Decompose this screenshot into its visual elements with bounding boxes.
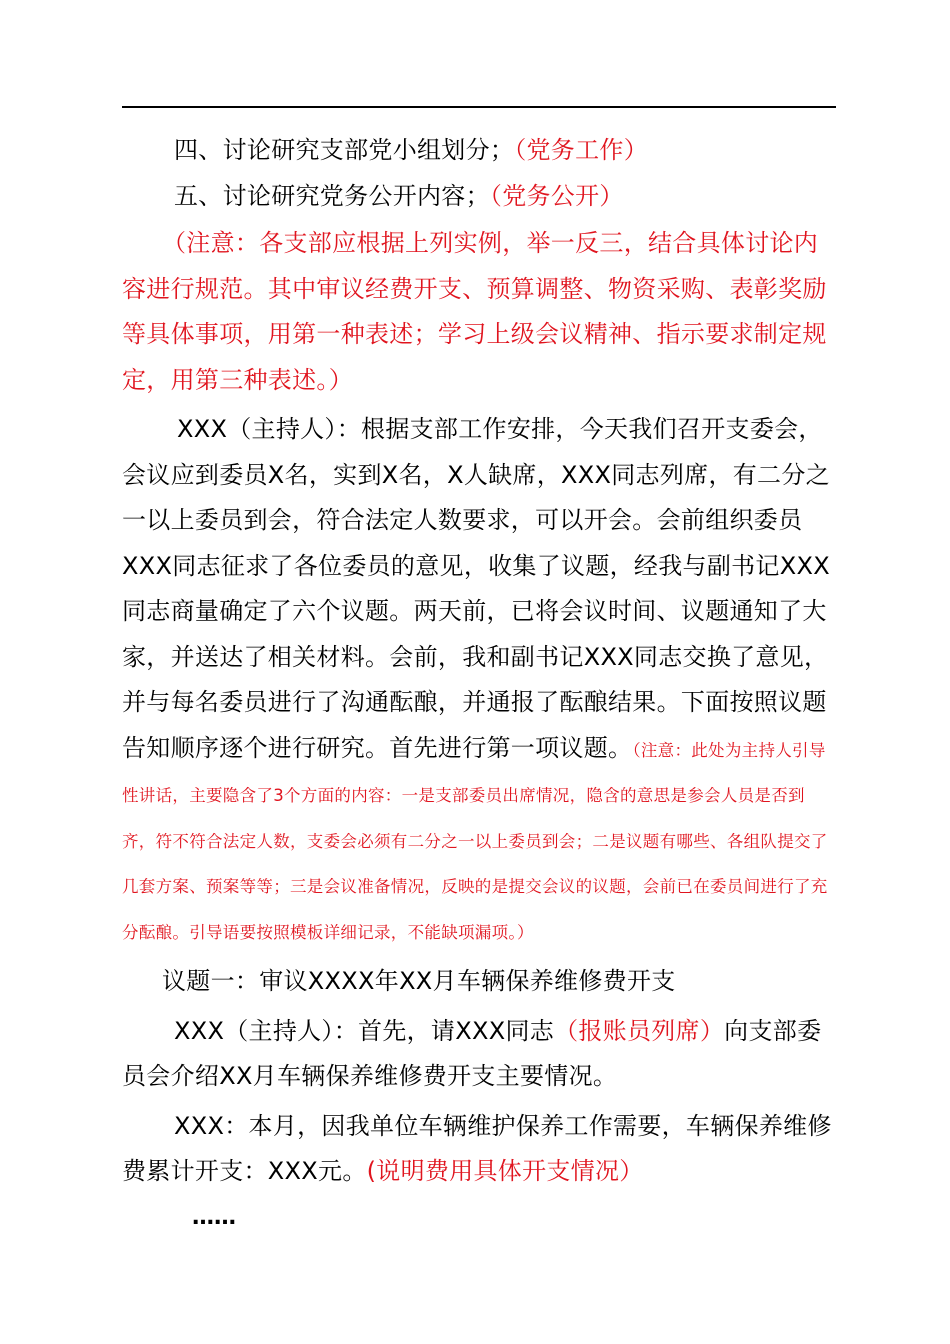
agenda-item-four — [122, 128, 838, 174]
topic-one-intro-tag: （报账员列席） — [554, 1016, 725, 1045]
ellipsis: …… — [192, 1204, 236, 1230]
agenda-item-four-text: 四、讨论研究支部党小组划分； — [174, 136, 515, 164]
agenda-item-five-tag: （党务公开） — [489, 181, 624, 210]
document-body — [122, 128, 838, 1230]
topic-one-title: 议题一：审议XXXX年XX月车辆保养维修费开支 — [162, 967, 676, 995]
topic-one-report-tag: (说明费用具体开支情况） — [366, 1157, 644, 1185]
topic-one-report — [122, 1104, 838, 1195]
host-speech-note: （注意：此处为主持人引导性讲话，主要隐含了3个方面的内容：一是支部委员出席情况，隐含的意思是参会人员是否到齐，符不符合法定人数，支委会必须有二分之一以上委员到会；二是议题有哪些、各组队提交了几套方案、预案等等；三是会议准备情况，反映的是提交会议的议题，会前已在委员间进行了充分酝酿。引导语要按照模板详细记录，不能缺项漏项。） — [122, 740, 828, 942]
host-speech-paragraph — [122, 407, 838, 953]
topic-one-intro-text-a: XXX（主持人）：首先，请XXX同志 — [174, 1016, 555, 1045]
agenda-item-four-tag: （党务工作） — [514, 136, 649, 164]
topic-one-intro-text-b: 向支部委员会介绍XX月车辆保养维修费开支主要情况。 — [122, 1016, 822, 1090]
note-paragraph: （注意：各支部应根据上列实例，举一反三，结合具体讨论内容进行规范。其中审议经费开支、预算调整、物资采购、表彰奖励等具体事项，用第一种表述；学习上级会议精神、指示要求制定规定，用第三种表述。） — [122, 229, 827, 394]
header-rule — [122, 106, 836, 108]
agenda-item-five-text: 五、讨论研究党务公开内容； — [174, 181, 490, 210]
agenda-item-five — [122, 174, 838, 220]
topic-one-intro — [122, 1009, 838, 1100]
topic-one-report-text: XXX：本月，因我单位车辆维护保养工作需要，车辆保养维修费累计开支：XXX元。 — [122, 1111, 832, 1185]
host-speech-text: XXX（主持人）：根据支部工作安排，今天我们召开支委会，会议应到委员X名，实到X名，X人缺席，XXX同志列席，有二分之一以上委员到会，符合法定人数要求，可以开会。会前组织委员XXX同志征求了各位委员的意见，收集了议题，经我与副书记XXX同志商量确定了六个议题。两天前，已将会议时间、议题通知了大家，并送达了相关材料。会前，我和副书记XXX同志交换了意见，并与每名委员进行了沟通酝酿，并通报了酝酿结果。下面按照议题告知顺序逐个进行研究。首先进行第一项议题。 — [122, 415, 830, 762]
